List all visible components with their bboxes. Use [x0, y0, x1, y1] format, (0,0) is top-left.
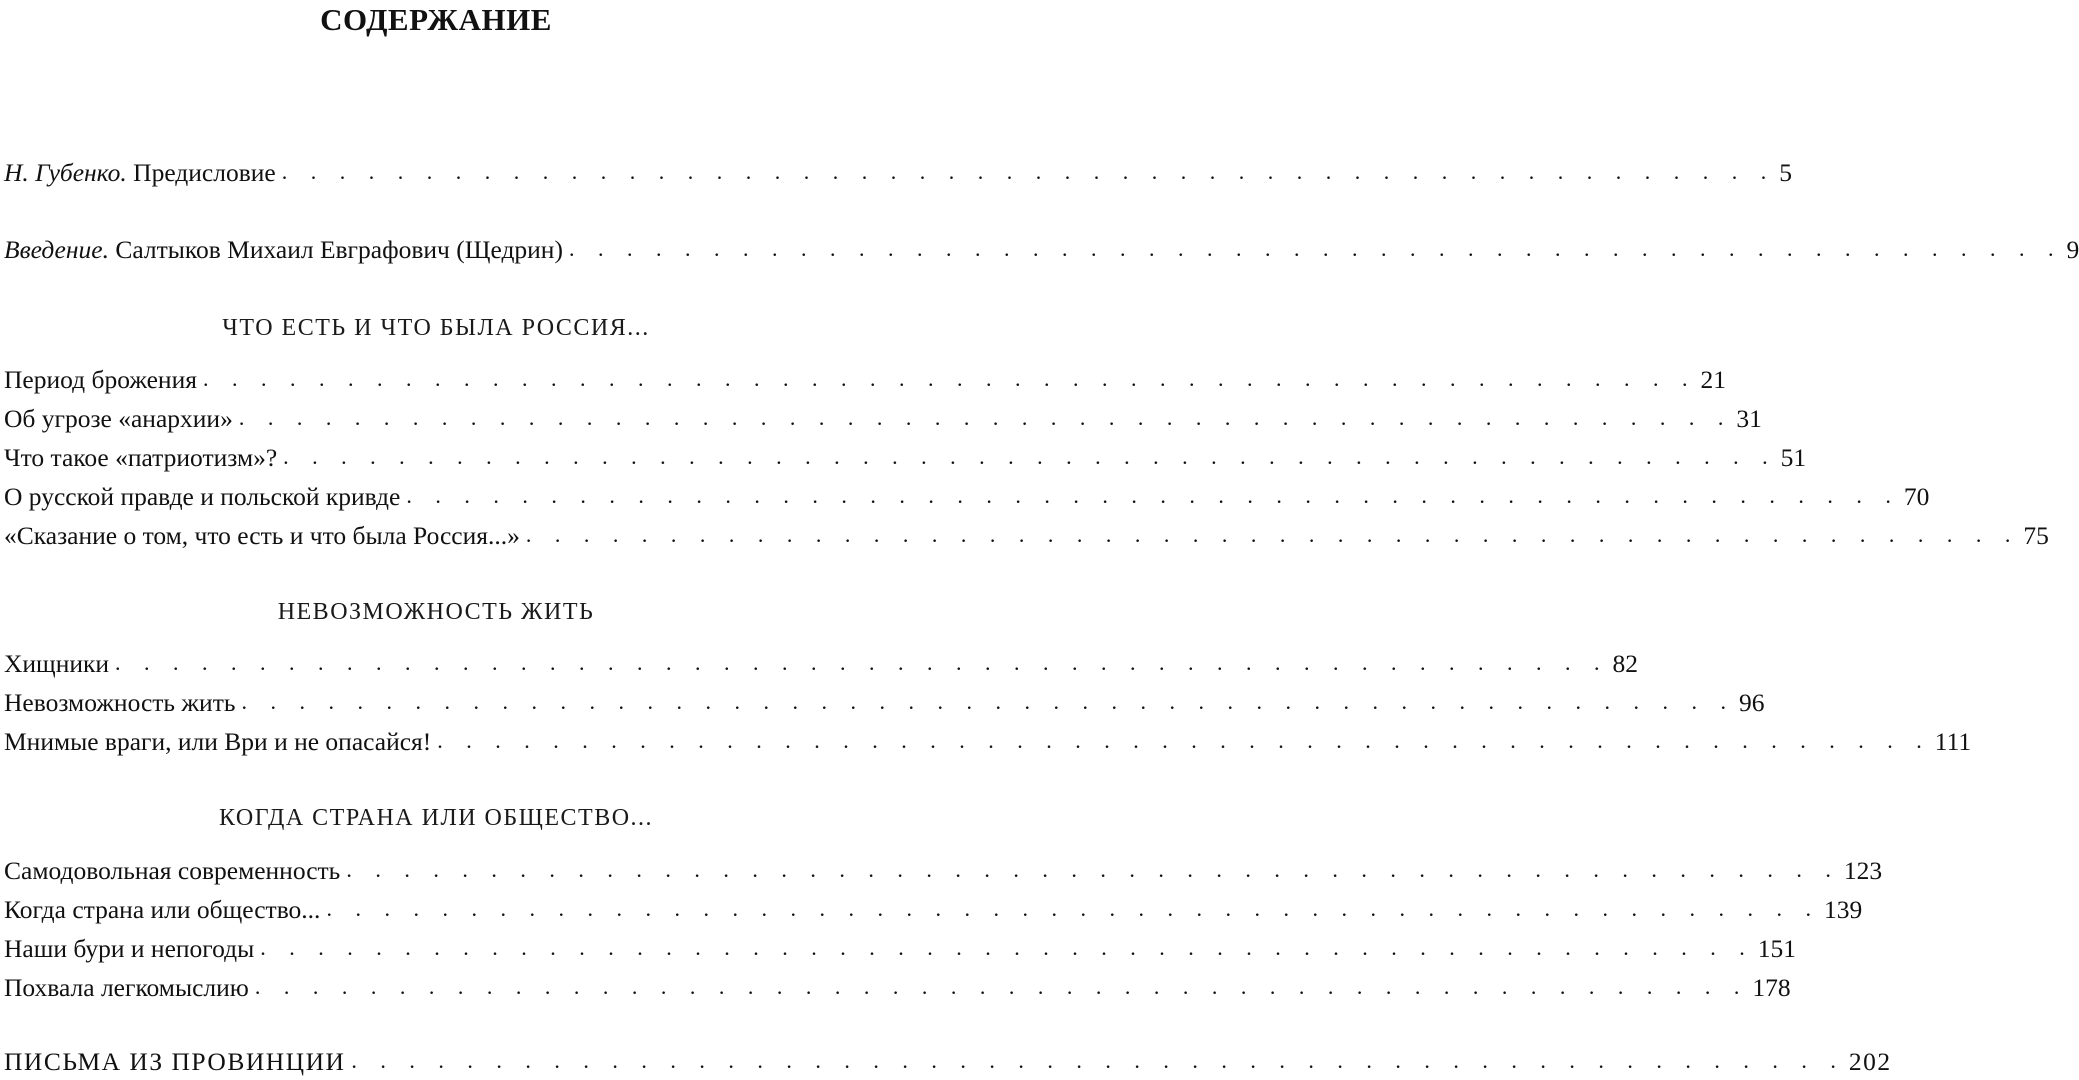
toc-entry-page: 5 — [1779, 158, 1792, 187]
toc-entry-page: 51 — [1780, 443, 1807, 472]
toc-entry-title: Невозможность жить — [4, 688, 236, 717]
toc-entry-label — [4, 156, 282, 190]
toc-entry[interactable] — [4, 893, 1863, 928]
toc-entry-page: 21 — [1700, 365, 1726, 394]
toc-entry-title: Салтыков Михаил Евграфович (Щедрин) — [115, 235, 563, 264]
dot-leader: . . . . . . . . . . . . . . . . . . . . . . . . . . . . . . . . . . . . . . . . . . . . . . . . . . . . — [346, 857, 1840, 882]
toc-entry[interactable] — [4, 441, 1807, 476]
dot-leader: . . . . . . . . . . . . . . . . . . . . . . . . . . . . . . . . . . . . . . . . . . . . . . . . . . . . — [568, 236, 2063, 261]
toc-entry-page: 178 — [1752, 973, 1791, 1002]
toc-entry-page: 96 — [1738, 688, 1765, 717]
dot-leader: . . . . . . . . . . . . . . . . . . . . . . . . . . . . . . . . . . . . . . . . . . . . . . . . . . . . — [406, 483, 1900, 508]
toc-entry-page: 111 — [1934, 727, 1972, 756]
toc-entry-title: Мнимые враги, или Ври и не опасайся! — [4, 727, 432, 756]
toc-entry-page: 31 — [1736, 404, 1762, 433]
toc-entry-title: «Сказание о том, что есть и что была Россия...» — [4, 521, 520, 550]
toc-entry[interactable] — [4, 363, 1726, 398]
dot-leader: . . . . . . . . . . . . . . . . . . . . . . . . . . . . . . . . . . . . . . . . . . . . . . . . . . . . — [437, 728, 1931, 753]
toc-entry[interactable] — [4, 402, 1762, 437]
toc-entry[interactable] — [4, 854, 1883, 889]
section-heading: ЧТО ЕСТЬ И ЧТО БЫЛА РОССИЯ... — [222, 315, 650, 341]
dot-leader: . . . . . . . . . . . . . . . . . . . . . . . . . . . . . . . . . . . . . . . . . . . . . . . . . . . . — [326, 896, 1820, 921]
toc-entry-title: Что такое «патриотизм»? — [4, 443, 278, 472]
toc-entry[interactable] — [4, 480, 1930, 515]
toc-entry[interactable] — [4, 971, 1791, 1006]
toc-entry-title: Хищники — [4, 649, 110, 678]
toc-entry-page: 70 — [1903, 482, 1930, 511]
dot-leader: . . . . . . . . . . . . . . . . . . . . . . . . . . . . . . . . . . . . . . . . . . . . . . . . . . . . — [202, 366, 1697, 391]
toc-entry-page: 139 — [1823, 895, 1863, 924]
toc-entry-letters[interactable] — [4, 1045, 1892, 1080]
toc-entry[interactable] — [4, 932, 1796, 967]
toc-entry-label — [4, 233, 569, 267]
toc-entry-title: Наши бури и непогоды — [4, 934, 255, 963]
dot-leader: . . . . . . . . . . . . . . . . . . . . . . . . . . . . . . . . . . . . . . . . . . . . . . . . . . . . — [260, 935, 1754, 960]
toc-entry-page: 82 — [1612, 649, 1639, 678]
dot-leader: . . . . . . . . . . . . . . . . . . . . . . . . . . . . . . . . . . . . . . . . . . . . . . . . . . . . — [254, 974, 1749, 999]
toc-entry-page: 202 — [1848, 1047, 1892, 1076]
toc-entry[interactable] — [4, 686, 1765, 721]
toc-entry-title: Об угрозе «анархии» — [4, 404, 233, 433]
dot-leader: . . . . . . . . . . . . . . . . . . . . . . . . . . . . . . . . . . . . . . . . . . . . . . . . . . . . — [238, 405, 1733, 430]
dot-leader: . . . . . . . . . . . . . . . . . . . . . . . . . . . . . . . . . . . . . . . . . . . . . . . . . . . . — [281, 159, 1776, 184]
toc-entry[interactable] — [4, 647, 1639, 682]
toc-entry[interactable] — [4, 725, 1972, 760]
toc-entry-title: Период брожения — [4, 365, 197, 394]
toc-entry-title: Самодовольная современность — [4, 856, 341, 885]
toc-entry-author: Н. Губенко. — [4, 158, 127, 187]
dot-leader: . . . . . . . . . . . . . . . . . . . . . . . . . . . . . . . . . . . . . . . . . . . . . . . . . . . . — [241, 689, 1735, 714]
toc-entry-page: 151 — [1757, 934, 1796, 963]
dot-leader: . . . . . . . . . . . . . . . . . . . . . . . . . . . . . . . . . . . . . . . . . . . . . . . . . . . . — [283, 444, 1777, 469]
toc-entry-page: 75 — [2023, 521, 2049, 550]
toc-entry[interactable] — [4, 519, 2049, 554]
toc-entry-title: О русской правде и польской кривде — [4, 482, 401, 511]
page-title: СОДЕРЖАНИЕ — [320, 2, 552, 37]
toc-entry-introduction[interactable] — [4, 233, 2079, 268]
dot-leader: . . . . . . . . . . . . . . . . . . . . . . . . . . . . . . . . . . . . . . . . . . . . . . . . . . . . — [525, 522, 2020, 547]
toc-entry-page: 123 — [1843, 856, 1883, 885]
toc-entry-title: Похвала легкомыслию — [4, 973, 249, 1002]
dot-leader: . . . . . . . . . . . . . . . . . . . . . . . . . . . . . . . . . . . . . . . . . . . . . . . . . . . . — [115, 650, 1609, 675]
toc-entry-preface[interactable] — [4, 156, 1792, 191]
toc-entry-title: Предисловие — [133, 158, 276, 187]
section-heading: КОГДА СТРАНА ИЛИ ОБЩЕСТВО... — [218, 805, 654, 831]
toc-entry-author: Введение. — [4, 235, 109, 264]
toc-entry-page: 9 — [2066, 235, 2079, 264]
toc-entry-title: ПИСЬМА ИЗ ПРОВИНЦИИ — [4, 1047, 346, 1076]
section-heading: НЕВОЗМОЖНОСТЬ ЖИТЬ — [277, 599, 595, 625]
toc-entry-title: Когда страна или общество... — [4, 895, 321, 924]
dot-leader: . . . . . . . . . . . . . . . . . . . . . . . . . . . . . . . . . . . . . . . . . . . . . . . . . . . . — [351, 1048, 1845, 1073]
